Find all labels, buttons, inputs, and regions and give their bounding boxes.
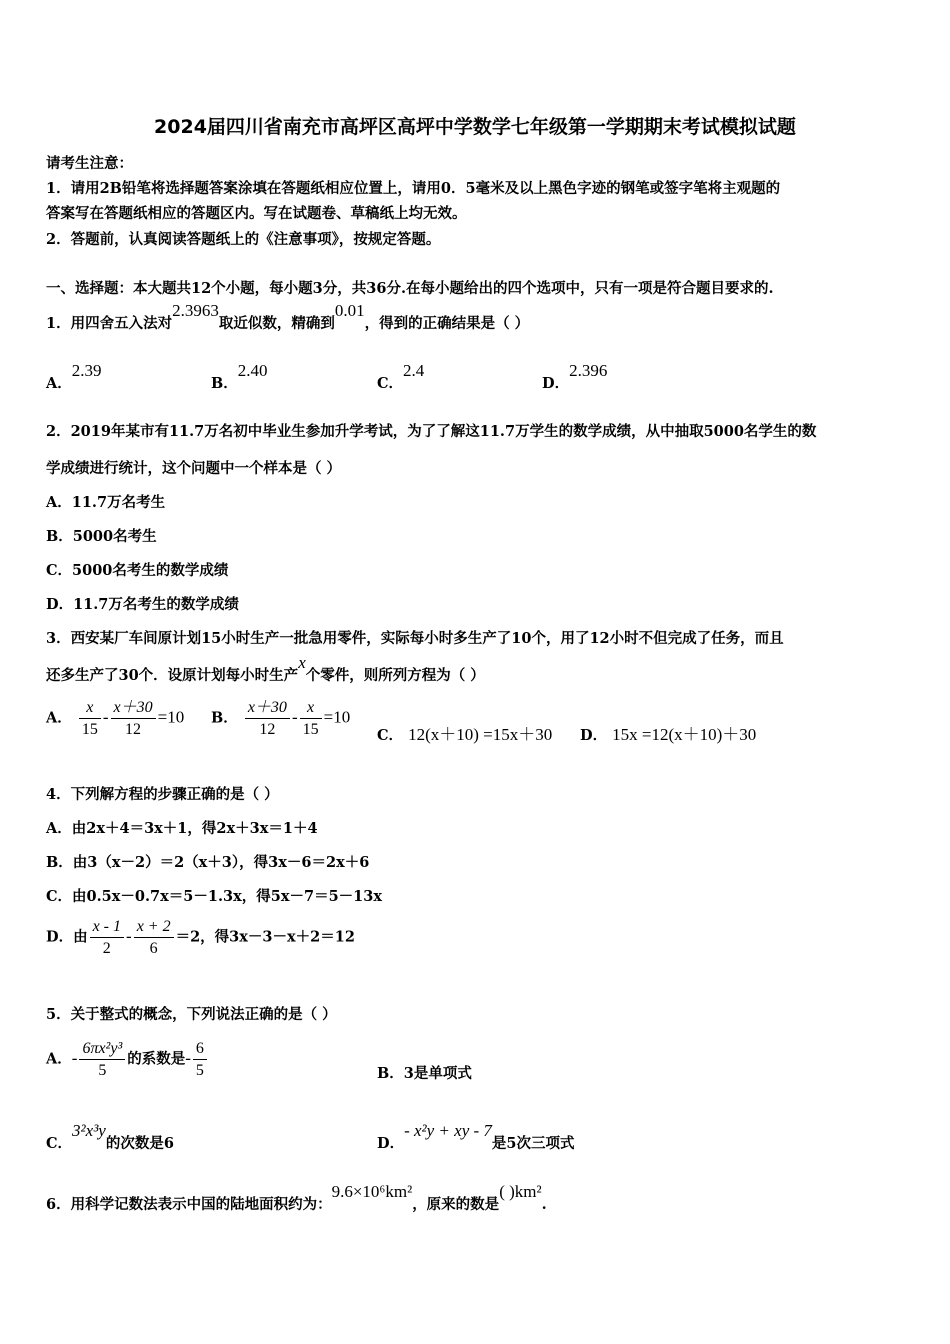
q4-option-b: B．由3（x－2）＝2（x＋3），得3x－6＝2x＋6 — [46, 854, 370, 871]
notice-line-1b: 答案写在答题纸相应的答题区内。写在试题卷、草稿纸上均无效。 — [46, 205, 467, 222]
q5-option-a: A．- $\frac{\text{6πx²y³}}{5}$ 的系数是- $\frac{6}{5}$ — [46, 1038, 209, 1081]
q1-post: ，得到的正确结果是（ ） — [364, 315, 530, 332]
q1-option-d: D．2.396 — [542, 361, 608, 392]
q3-option-c: C． 12(x＋10) =15x＋30 — [377, 725, 553, 744]
question-3-line-1: 3．西安某厂车间原计划15小时生产一批急用零件，实际每小时多生产了10个，用了12小时不但完成了任务，而且 — [46, 630, 784, 647]
q2-option-a: A．11.7万名考生 — [46, 494, 166, 511]
question-1-stem — [46, 301, 530, 333]
q5-option-b: B．3是单项式 — [377, 1065, 472, 1082]
question-2-line-1: 2．2019年某市有11.7万名初中毕业生参加升学考试，为了了解这11.7万学生的数学成绩，从中抽取5000名学生的数 — [46, 423, 817, 440]
question-5-stem: 5．关于整式的概念，下列说法正确的是（ ） — [46, 1006, 337, 1023]
notice-line-2: 2．答题前，认真阅读答题纸上的《注意事项》，按规定答题。 — [46, 231, 441, 248]
q3-option-a: A． $\frac{x}{15}$ - $\frac{x+30}{12}$ =10 — [46, 699, 185, 738]
question-6-stem: 6．用科学记数法表示中国的陆地面积约为：9.6×10⁶km²，原来的数是( )km². — [46, 1182, 547, 1213]
q2-option-b: B．5000名考生 — [46, 528, 157, 545]
q3-option-d: D． 15x =12(x＋10)＋30 — [580, 725, 757, 744]
q3-option-b: B． $\frac{x+30}{12}$ - $\frac{x}{15}$ =10 — [211, 699, 351, 738]
q2-option-c: C．5000名考生的数学成绩 — [46, 562, 229, 579]
q1-pre: 1．用四舍五入法对 — [46, 315, 173, 332]
q1-option-b: B．2.40 — [211, 361, 268, 392]
q5-option-c: C．3²x³y的次数是6 — [46, 1121, 174, 1152]
q1-precision: 0.01 — [334, 301, 365, 320]
question-4-stem: 4．下列解方程的步骤正确的是（ ） — [46, 786, 279, 803]
q2-option-d: D．11.7万名考生的数学成绩 — [46, 596, 239, 613]
q6-blank: ( )km² — [499, 1182, 542, 1201]
question-2-line-2: 学成绩进行统计，这个问题中一个样本是（ ） — [46, 460, 342, 477]
q4-option-c: C．由0.5x－0.7x＝5－1.3x，得5x－7＝5－13x — [46, 888, 382, 905]
notice-line-1a: 1．请用2B铅笔将选择题答案涂填在答题纸相应位置上，请用0．5毫米及以上黑色字迹的钢笔或签字笔将主观题的 — [46, 180, 781, 197]
question-3-line-2: 还多生产了30个．设原计划每小时生产x个零件，则所列方程为（ ） — [46, 653, 485, 684]
exam-title: 2024届四川省南充市高坪区高坪中学数学七年级第一学期期末考试模拟试题 — [154, 116, 796, 138]
q3-variable: x — [298, 653, 306, 672]
q6-expression: 9.6×10⁶km² — [331, 1182, 413, 1201]
notice-heading: 请考生注意： — [46, 155, 133, 172]
q5-option-d: D．- x²y + xy - 7是5次三项式 — [377, 1121, 575, 1152]
q1-option-c: C．2.4 — [377, 361, 425, 392]
q1-option-a: A．2.39 — [46, 361, 102, 392]
q4-option-d: D．由 $\frac{x - 1}{2}$ - $\frac{x + 2}{6}$ ＝2，得3x－3－x＋2＝12 — [46, 918, 355, 957]
q1-mid: 取近似数，精确到 — [218, 315, 335, 332]
q1-number: 2.3963 — [172, 301, 219, 320]
q4-option-a: A．由2x＋4＝3x＋1，得2x＋3x＝1＋4 — [46, 820, 318, 837]
section-heading: 一、选择题：本大题共12个小题，每小题3分，共36分.在每小题给出的四个选项中，只有一项是符合题目要求的. — [46, 280, 774, 297]
